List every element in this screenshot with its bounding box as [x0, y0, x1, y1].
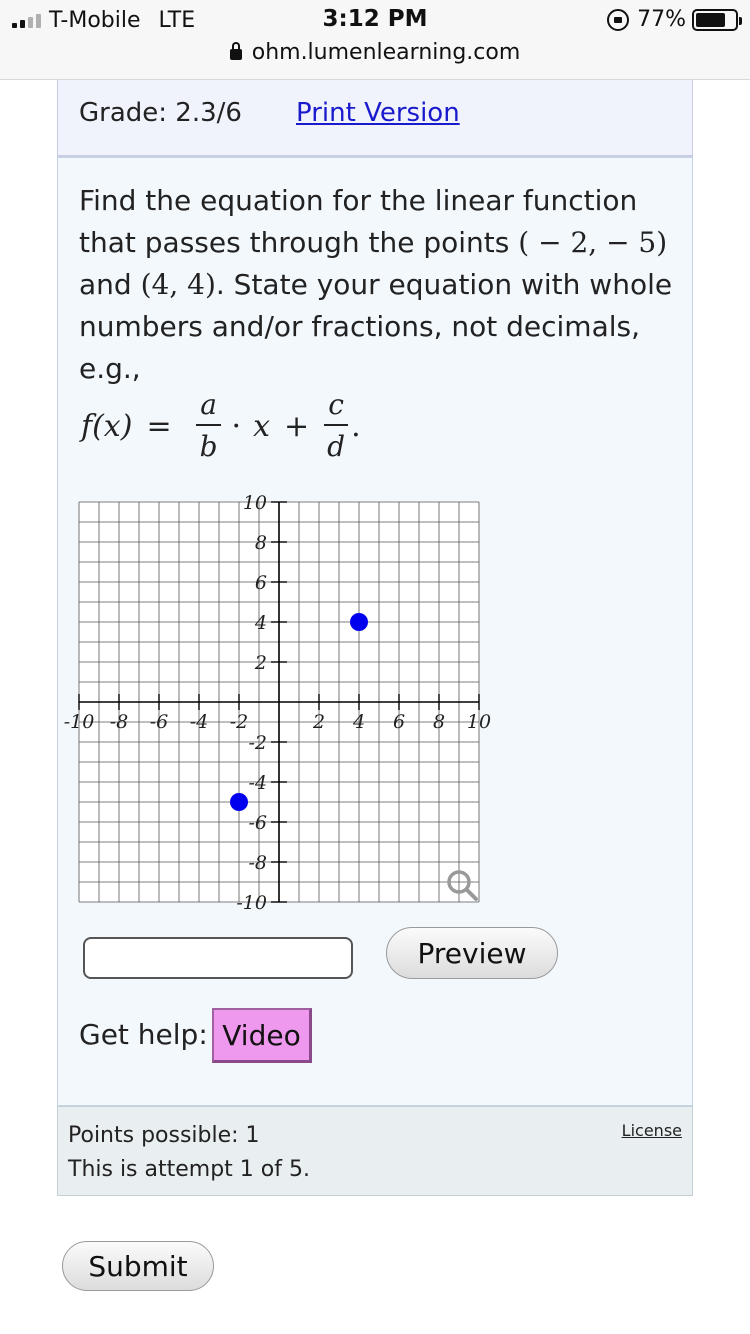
x-tick-label: 4 — [352, 711, 366, 733]
x-tick-label: -8 — [109, 711, 129, 733]
point-a: ( − 2, − 5) — [518, 226, 668, 259]
y-tick-label: -4 — [248, 772, 267, 794]
y-tick-label: -6 — [248, 812, 267, 834]
battery-fill — [696, 13, 725, 27]
fraction-denominator-b: b — [199, 430, 218, 463]
question-info — [57, 1106, 693, 1196]
fraction-c-d — [323, 390, 349, 462]
fraction-numerator-a: a — [196, 390, 221, 426]
question-text — [79, 180, 679, 390]
and-word: and — [79, 268, 132, 301]
x-tick-label: -2 — [229, 711, 249, 733]
x-tick-label: -4 — [189, 711, 209, 733]
data-point[interactable] — [350, 613, 368, 631]
carrier-name: T-Mobile — [49, 8, 141, 33]
padlock-icon — [230, 49, 242, 60]
battery-icon — [692, 9, 738, 31]
x-tick-label: 8 — [432, 711, 446, 733]
x-tick-label: -6 — [149, 711, 169, 733]
x-tick-label: -10 — [63, 711, 95, 733]
formula-var-x: x — [253, 408, 270, 444]
license-link[interactable]: License — [621, 1121, 682, 1140]
points-possible: Points possible: 1 — [68, 1123, 260, 1148]
y-tick-label: -2 — [248, 732, 267, 754]
example-formula — [81, 386, 361, 466]
grade-header — [57, 80, 693, 156]
formula-equals: = — [146, 408, 172, 444]
url-text: ohm.lumenlearning.com — [251, 40, 521, 65]
x-tick-label: 2 — [312, 711, 326, 733]
y-tick-label: 4 — [254, 612, 267, 634]
point-b: (4, 4) — [140, 268, 216, 301]
battery-percent: 77% — [637, 7, 686, 32]
y-tick-label: 6 — [254, 572, 267, 594]
y-tick-label: 8 — [254, 532, 267, 554]
formula-period: . — [351, 408, 361, 444]
print-version-link[interactable]: Print Version — [296, 98, 460, 128]
preview-button[interactable]: Preview — [386, 927, 558, 979]
network-type: LTE — [158, 8, 196, 33]
address-bar[interactable] — [0, 40, 750, 65]
data-point[interactable] — [230, 793, 248, 811]
status-time: 3:12 PM — [322, 6, 428, 32]
fraction-numerator-c: c — [324, 390, 348, 426]
formula-lhs: f(x) — [81, 408, 133, 444]
fraction-a-b — [196, 390, 222, 462]
coordinate-graph[interactable] — [63, 492, 492, 914]
grade-label: Grade: 2.3/6 — [79, 98, 242, 128]
question-panel — [57, 156, 693, 1106]
fraction-denominator-d: d — [327, 430, 346, 463]
status-bar — [0, 0, 750, 80]
get-help-label: Get help: — [79, 1018, 208, 1051]
y-tick-label: -8 — [248, 852, 267, 874]
video-help-button[interactable]: Video — [212, 1008, 312, 1063]
y-tick-label: 10 — [242, 492, 267, 514]
x-tick-label: 10 — [466, 711, 492, 733]
answer-input[interactable] — [83, 937, 353, 979]
y-tick-label: -10 — [236, 892, 267, 914]
submit-button[interactable]: Submit — [62, 1241, 214, 1291]
formula-times: · — [231, 408, 242, 444]
rotation-lock-icon — [607, 9, 629, 31]
question-text-2: . State your equation with whole numbers and/or fractions, not decimals, e.g., — [79, 268, 673, 385]
formula-plus: + — [283, 408, 310, 444]
status-right — [607, 7, 738, 32]
question-text-1: Find the equation for the linear function that passes through the points — [79, 184, 638, 259]
x-tick-label: 6 — [392, 711, 406, 733]
attempt-counter: This is attempt 1 of 5. — [68, 1157, 310, 1182]
y-tick-label: 2 — [254, 652, 267, 674]
